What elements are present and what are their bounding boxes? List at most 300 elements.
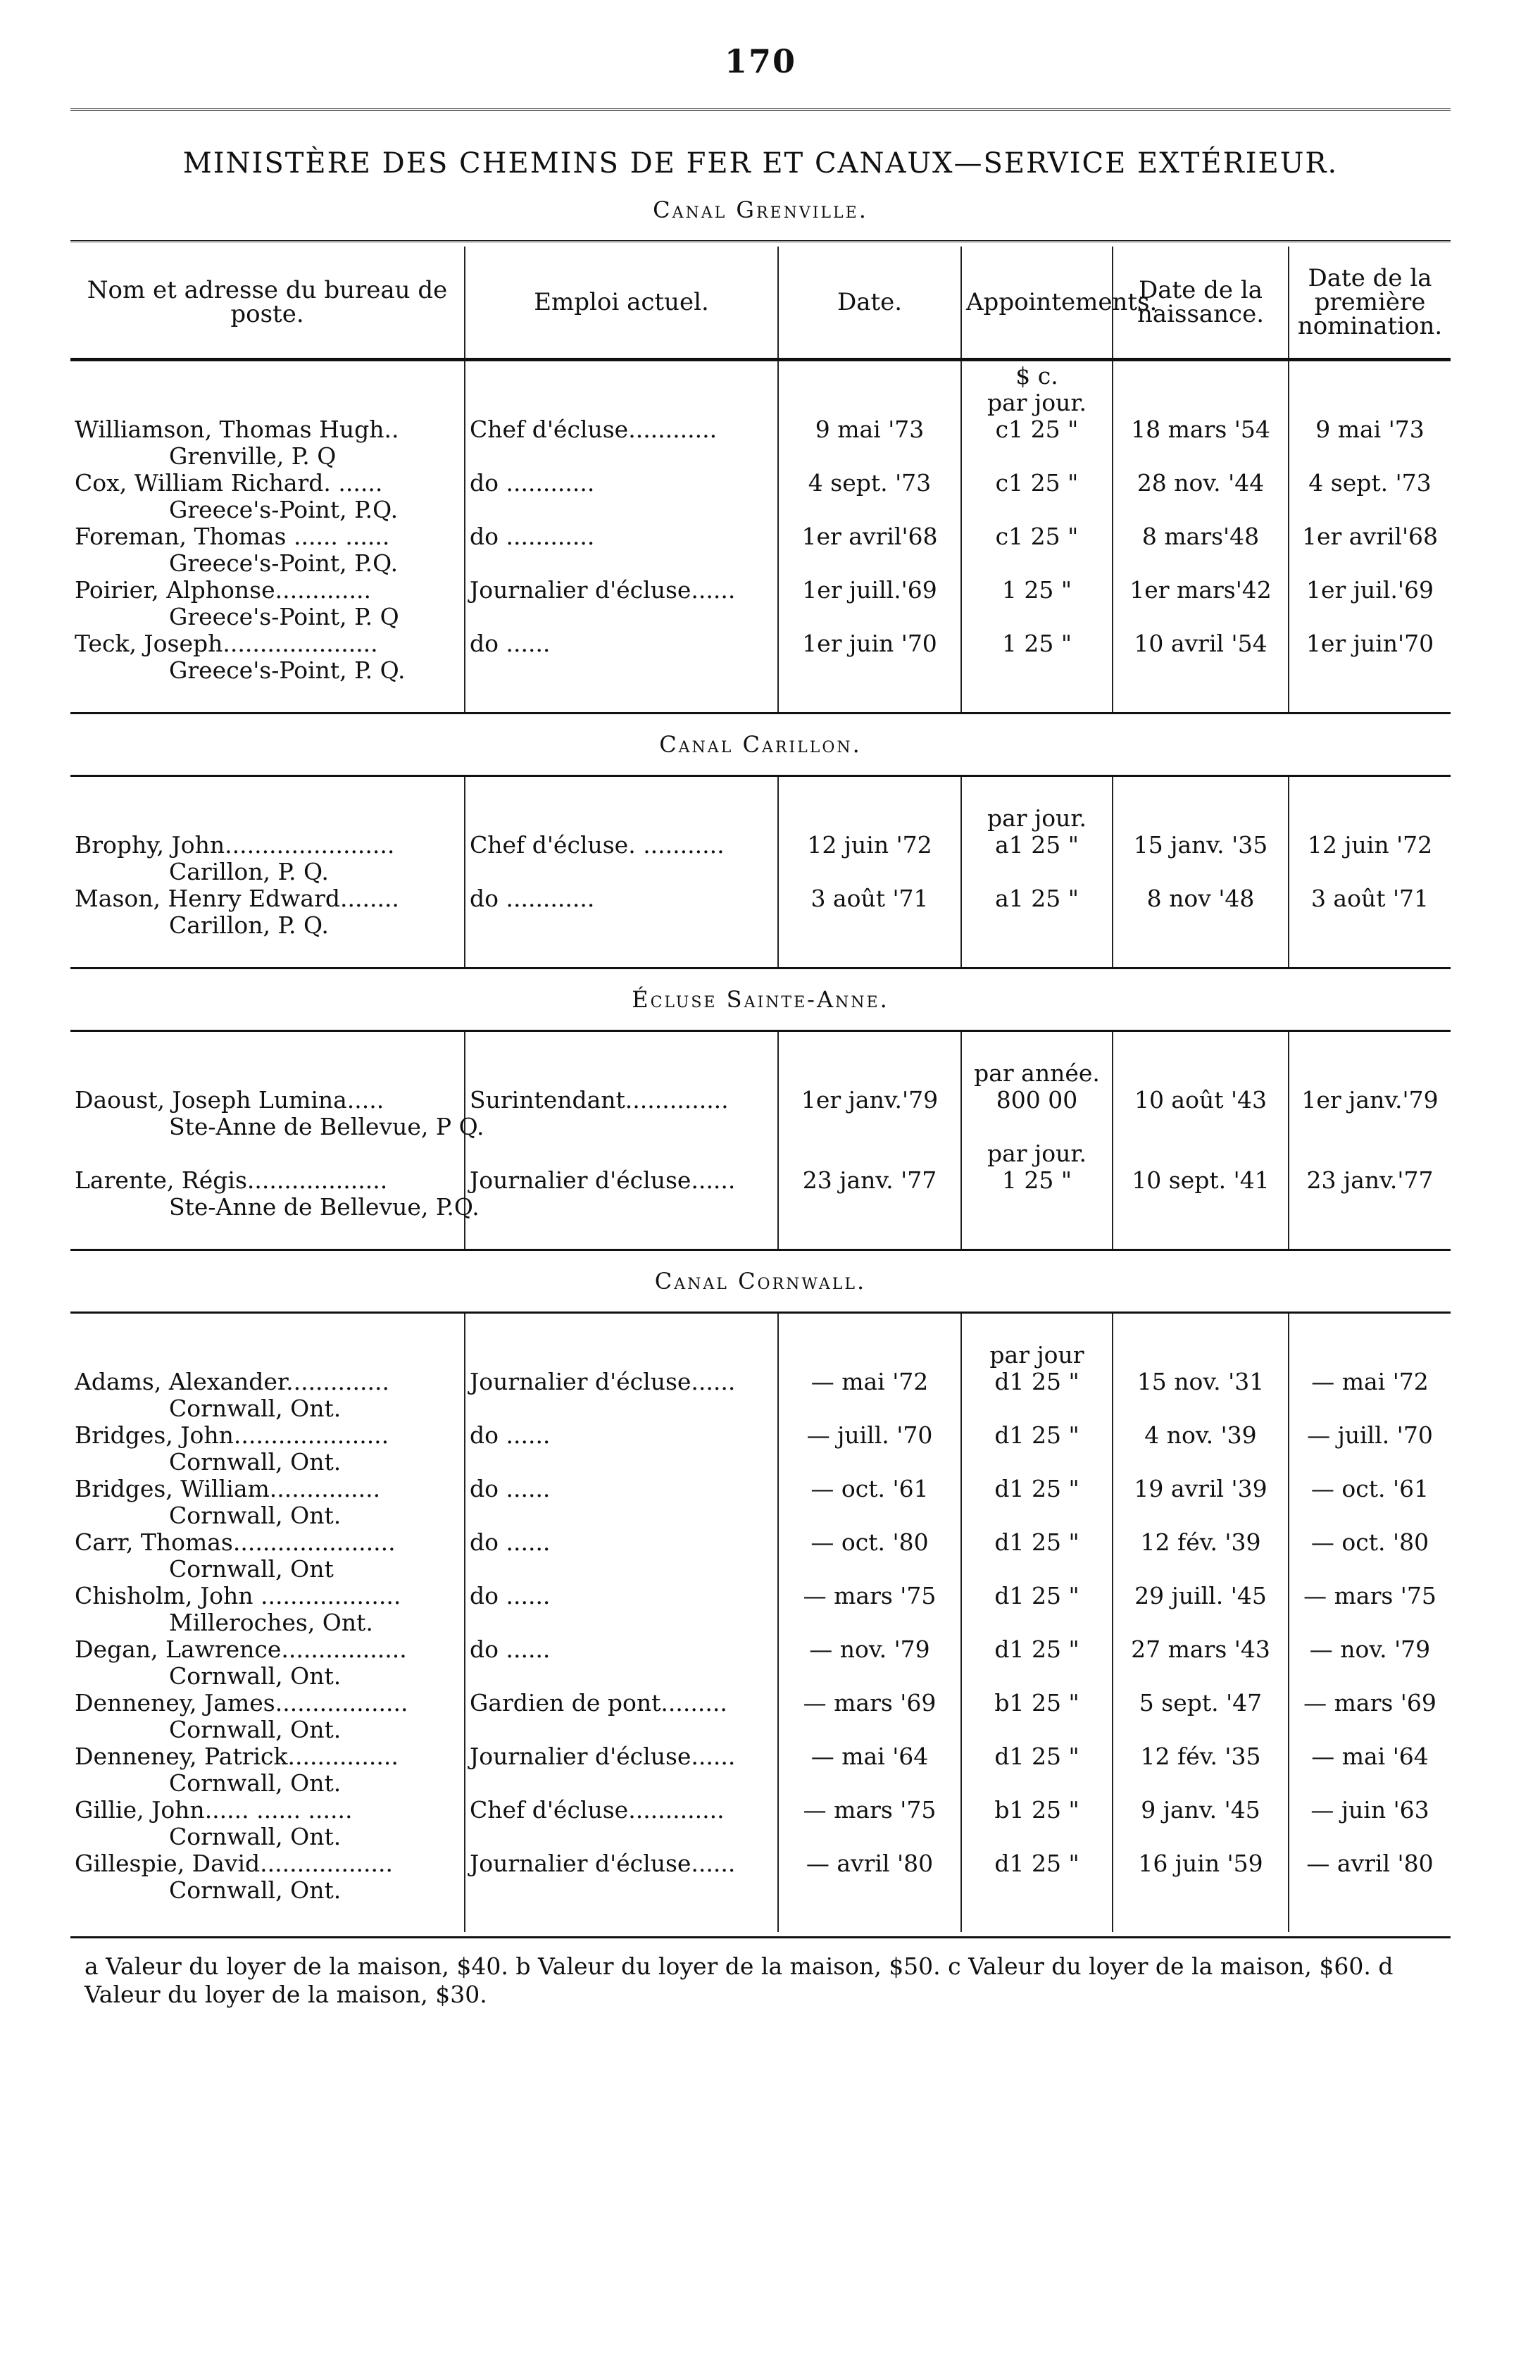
person-name: Larente, Régis...................	[75, 1166, 388, 1194]
address-row	[70, 1770, 1451, 1797]
address-row	[70, 1194, 1451, 1221]
date-naissance: 5 sept. '47	[1113, 1690, 1289, 1717]
spacer-cell	[1113, 939, 1289, 967]
spacer-cell	[1113, 684, 1289, 712]
spacer-cell	[70, 777, 465, 805]
empty-cell	[778, 1342, 961, 1369]
date-nomination: — avril '80	[1289, 1850, 1451, 1877]
empty-cell	[961, 1556, 1113, 1583]
header-emploi: Emploi actuel.	[465, 247, 778, 360]
empty-cell	[465, 657, 778, 684]
empty-cell	[1113, 1663, 1289, 1690]
spacer-cell	[1113, 1314, 1289, 1342]
empty-cell	[1289, 550, 1451, 577]
emploi: do ......	[465, 630, 778, 657]
spacer-cell	[1289, 1032, 1451, 1060]
empty-cell	[1113, 1194, 1289, 1221]
person-name: Carr, Thomas......................	[75, 1528, 396, 1556]
address-row	[70, 443, 1451, 470]
address-row	[70, 1609, 1451, 1636]
post-office-address: Cornwall, Ont.	[169, 1502, 342, 1529]
date: 12 juin '72	[778, 832, 961, 859]
spacer-cell	[778, 939, 961, 967]
date: — nov. '79	[778, 1636, 961, 1663]
appointements: d1 25 "	[961, 1476, 1113, 1502]
date-nomination: — mars '69	[1289, 1690, 1451, 1717]
empty-cell	[465, 1824, 778, 1850]
empty-cell	[1113, 550, 1289, 577]
empty-cell	[465, 912, 778, 939]
emploi: Chef d'écluse. ...........	[465, 832, 778, 859]
empty-cell	[961, 912, 1113, 939]
empty-cell	[1113, 497, 1289, 523]
spacer-cell	[1113, 1904, 1289, 1932]
date-naissance: 18 mars '54	[1113, 416, 1289, 443]
table-row	[70, 630, 1451, 657]
empty-cell	[465, 390, 778, 416]
person-name: Adams, Alexander..............	[75, 1368, 389, 1395]
date-nomination: — juin '63	[1289, 1797, 1451, 1824]
spacer-cell	[465, 361, 778, 390]
table-row	[70, 1167, 1451, 1194]
spacer-cell	[1113, 1032, 1289, 1060]
empty-cell	[70, 390, 465, 416]
date-nomination: 1er juil.'69	[1289, 577, 1451, 604]
date: — oct. '61	[778, 1476, 961, 1502]
date-naissance: 29 juill. '45	[1113, 1583, 1289, 1609]
empty-cell	[1289, 1060, 1451, 1087]
empty-cell	[1113, 1114, 1289, 1140]
emploi: Gardien de pont.........	[465, 1690, 778, 1717]
empty-cell	[465, 1717, 778, 1743]
empty-cell	[1113, 1449, 1289, 1476]
document-page	[70, 42, 1451, 2009]
person-name: Teck, Joseph.....................	[75, 630, 378, 657]
person-name: Gillespie, David..................	[75, 1850, 393, 1877]
section-table	[70, 361, 1451, 712]
spacer-cell	[465, 777, 778, 805]
emploi: do ......	[465, 1636, 778, 1663]
spacer-cell	[961, 1904, 1113, 1932]
address-row	[70, 604, 1451, 630]
empty-cell	[1289, 443, 1451, 470]
date-nomination: 23 janv.'77	[1289, 1167, 1451, 1194]
date: — juill. '70	[778, 1422, 961, 1449]
date-naissance: 12 fév. '39	[1113, 1529, 1289, 1556]
appointements: b1 25 "	[961, 1690, 1113, 1717]
appointements: c1 25 "	[961, 470, 1113, 497]
post-office-address: Cornwall, Ont.	[169, 1395, 342, 1422]
date-naissance: 8 mars'48	[1113, 523, 1289, 550]
date-naissance: 19 avril '39	[1113, 1476, 1289, 1502]
spacer-cell	[778, 777, 961, 805]
section-table	[70, 1314, 1451, 1932]
appointements: a1 25 "	[961, 832, 1113, 859]
empty-cell	[1289, 1342, 1451, 1369]
date: 4 sept. '73	[778, 470, 961, 497]
empty-cell	[465, 859, 778, 885]
appointements: 800 00	[961, 1087, 1113, 1114]
date-naissance: 28 nov. '44	[1113, 470, 1289, 497]
person-name: Brophy, John.......................	[75, 831, 395, 859]
date: 1er juin '70	[778, 630, 961, 657]
spacer-cell	[70, 1032, 465, 1060]
spacer-cell	[1289, 777, 1451, 805]
emploi: Journalier d'écluse......	[465, 1369, 778, 1395]
empty-cell	[961, 443, 1113, 470]
empty-cell	[778, 390, 961, 416]
spacer-cell	[961, 1032, 1113, 1060]
emploi: do ......	[465, 1583, 778, 1609]
spacer-cell	[961, 939, 1113, 967]
address-row	[70, 912, 1451, 939]
date-nomination: 1er juin'70	[1289, 630, 1451, 657]
address-row	[70, 1395, 1451, 1422]
post-office-address: Cornwall, Ont.	[169, 1662, 342, 1690]
empty-cell	[1289, 1770, 1451, 1797]
empty-cell	[778, 805, 961, 832]
section-rule	[70, 967, 1451, 969]
person-name: Foreman, Thomas ...... ......	[75, 523, 390, 550]
header-name: Nom et adresse du bureau de poste.	[70, 247, 465, 360]
date-nomination: 3 août '71	[1289, 885, 1451, 912]
empty-cell	[778, 1824, 961, 1850]
address-row	[70, 1556, 1451, 1583]
date: — mars '75	[778, 1797, 961, 1824]
empty-cell	[1113, 1060, 1289, 1087]
person-name: Poirier, Alphonse.............	[75, 576, 371, 604]
spacer-cell	[961, 1314, 1113, 1342]
header-date: Date.	[778, 247, 961, 360]
empty-cell	[1289, 1824, 1451, 1850]
table-row	[70, 1797, 1451, 1824]
empty-cell	[465, 805, 778, 832]
post-office-address: Grenville, P. Q	[169, 442, 337, 470]
date: 9 mai '73	[778, 416, 961, 443]
date: — mars '69	[778, 1690, 961, 1717]
date-nomination: — oct. '61	[1289, 1476, 1451, 1502]
empty-cell	[1113, 1342, 1289, 1369]
date-nomination: — nov. '79	[1289, 1636, 1451, 1663]
empty-cell	[1289, 1395, 1451, 1422]
date-nomination: 4 sept. '73	[1289, 470, 1451, 497]
spacer-cell	[778, 1221, 961, 1249]
post-office-address: Ste-Anne de Bellevue, P.Q.	[169, 1193, 480, 1221]
spacer-cell	[1289, 1904, 1451, 1932]
spacer-cell	[961, 777, 1113, 805]
post-office-address: Greece's-Point, P.Q.	[169, 549, 399, 577]
section-rule	[70, 1249, 1451, 1251]
spacer-cell	[465, 1032, 778, 1060]
date-naissance: 10 août '43	[1113, 1087, 1289, 1114]
page-title: MINISTÈRE DES CHEMINS DE FER ET CANAUX—SERVICE EXTÉRIEUR.	[182, 147, 1339, 180]
person-name: Gillie, John...... ...... ......	[75, 1796, 353, 1824]
empty-cell	[1113, 912, 1289, 939]
page-number: 170	[724, 42, 797, 80]
date-nomination: — juill. '70	[1289, 1422, 1451, 1449]
empty-cell	[1113, 604, 1289, 630]
spacer-cell	[778, 1314, 961, 1342]
empty-cell	[778, 912, 961, 939]
empty-cell	[778, 604, 961, 630]
header-appointements: Appointements.	[961, 247, 1113, 360]
spacer-cell	[778, 1032, 961, 1060]
spacer-cell	[70, 1904, 465, 1932]
emploi: do ............	[465, 470, 778, 497]
emploi: Journalier d'écluse......	[465, 1743, 778, 1770]
header-nomination: Date de la première nomination.	[1289, 247, 1451, 360]
empty-cell	[1289, 1114, 1451, 1140]
date: — avril '80	[778, 1850, 961, 1877]
empty-cell	[961, 550, 1113, 577]
table-row	[70, 470, 1451, 497]
empty-cell	[778, 859, 961, 885]
appointements: d1 25 "	[961, 1369, 1113, 1395]
appointements: 1 25 "	[961, 630, 1113, 657]
spacer-cell	[1289, 1221, 1451, 1249]
post-office-address: Greece's-Point, P.Q.	[169, 496, 399, 523]
post-office-address: Milleroches, Ont.	[169, 1609, 373, 1636]
pay-note: par année.	[961, 1060, 1113, 1087]
spacer-cell	[465, 939, 778, 967]
staff-table-header	[70, 247, 1451, 361]
address-row	[70, 550, 1451, 577]
spacer-cell	[1113, 777, 1289, 805]
empty-cell	[1113, 1770, 1289, 1797]
empty-cell	[465, 550, 778, 577]
person-name: Mason, Henry Edward........	[75, 885, 399, 912]
pay-note-row	[70, 1140, 1451, 1167]
pay-note-row	[70, 390, 1451, 416]
empty-cell	[778, 443, 961, 470]
post-office-address: Cornwall, Ont.	[169, 1876, 342, 1904]
date: 1er avril'68	[778, 523, 961, 550]
empty-cell	[778, 1060, 961, 1087]
address-row	[70, 1449, 1451, 1476]
empty-cell	[1113, 1395, 1289, 1422]
date-naissance: 12 fév. '35	[1113, 1743, 1289, 1770]
date: — mai '72	[778, 1369, 961, 1395]
date-nomination: 9 mai '73	[1289, 416, 1451, 443]
empty-cell	[1289, 912, 1451, 939]
empty-cell	[465, 604, 778, 630]
section-title-0: Canal Grenville.	[653, 197, 868, 223]
header-naissance: Date de la naissance.	[1113, 247, 1289, 360]
empty-cell	[70, 1140, 465, 1167]
date: 1er juill.'69	[778, 577, 961, 604]
empty-cell	[1113, 1824, 1289, 1850]
date-naissance: 27 mars '43	[1113, 1636, 1289, 1663]
spacer-cell	[1113, 361, 1289, 390]
empty-cell	[778, 1663, 961, 1690]
empty-cell	[778, 1140, 961, 1167]
date-naissance: 10 sept. '41	[1113, 1167, 1289, 1194]
spacer-cell	[70, 939, 465, 967]
section-title-1: Canal Carillon.	[659, 731, 862, 758]
empty-cell	[465, 1060, 778, 1087]
empty-cell	[1113, 1556, 1289, 1583]
table-row	[70, 1476, 1451, 1502]
spacer-cell	[961, 1221, 1113, 1249]
spacer-cell	[778, 361, 961, 390]
empty-cell	[961, 1502, 1113, 1529]
empty-cell	[465, 1663, 778, 1690]
table-row	[70, 523, 1451, 550]
table-row	[70, 1850, 1451, 1877]
empty-cell	[961, 1114, 1113, 1140]
empty-cell	[961, 497, 1113, 523]
table-row	[70, 577, 1451, 604]
empty-cell	[778, 1502, 961, 1529]
date-nomination: — oct. '80	[1289, 1529, 1451, 1556]
emploi: do ............	[465, 885, 778, 912]
spacer-cell	[70, 361, 465, 390]
person-name: Williamson, Thomas Hugh..	[75, 416, 399, 443]
empty-cell	[465, 1770, 778, 1797]
empty-cell	[778, 1717, 961, 1743]
spacer-cell	[70, 684, 465, 712]
post-office-address: Cornwall, Ont	[169, 1555, 334, 1583]
table-row	[70, 416, 1451, 443]
spacer-cell	[465, 1904, 778, 1932]
empty-cell	[961, 604, 1113, 630]
date-naissance: 15 nov. '31	[1113, 1369, 1289, 1395]
post-office-address: Ste-Anne de Bellevue, P Q.	[169, 1113, 484, 1140]
date-nomination: 1er janv.'79	[1289, 1087, 1451, 1114]
empty-cell	[465, 1342, 778, 1369]
empty-cell	[1113, 1609, 1289, 1636]
emploi: Surintendant..............	[465, 1087, 778, 1114]
emploi: Journalier d'écluse......	[465, 1167, 778, 1194]
empty-cell	[778, 1556, 961, 1583]
emploi: Journalier d'écluse......	[465, 1850, 778, 1877]
post-office-address: Carillon, P. Q.	[169, 858, 329, 885]
top-rule	[70, 108, 1451, 115]
empty-cell	[1113, 1502, 1289, 1529]
emploi: do ......	[465, 1476, 778, 1502]
appointements: d1 25 "	[961, 1743, 1113, 1770]
address-row	[70, 1502, 1451, 1529]
spacer-cell	[465, 1314, 778, 1342]
empty-cell	[961, 657, 1113, 684]
empty-cell	[961, 1663, 1113, 1690]
emploi: Journalier d'écluse......	[465, 577, 778, 604]
emploi: do ......	[465, 1529, 778, 1556]
spacer-cell	[961, 684, 1113, 712]
emploi: do ............	[465, 523, 778, 550]
date-naissance: 10 avril '54	[1113, 630, 1289, 657]
empty-cell	[778, 1449, 961, 1476]
date-nomination: — mai '64	[1289, 1743, 1451, 1770]
date: 23 janv. '77	[778, 1167, 961, 1194]
empty-cell	[961, 1395, 1113, 1422]
unit-label: $ c.	[961, 361, 1113, 390]
empty-cell	[961, 1717, 1113, 1743]
pay-note-row	[70, 1342, 1451, 1369]
table-row	[70, 885, 1451, 912]
empty-cell	[465, 1114, 778, 1140]
post-office-address: Cornwall, Ont.	[169, 1823, 342, 1850]
appointements: c1 25 "	[961, 523, 1113, 550]
person-name: Bridges, William...............	[75, 1475, 381, 1502]
footnote: a Valeur du loyer de la maison, $40. b Valeur du loyer de la maison, $50. c Valeur du loyer de la maison, $60. d Valeur du loyer de la maison, $30.	[84, 1952, 1394, 2008]
address-row	[70, 497, 1451, 523]
empty-cell	[465, 1449, 778, 1476]
date: — mai '64	[778, 1743, 961, 1770]
empty-cell	[1289, 805, 1451, 832]
empty-cell	[1289, 1663, 1451, 1690]
empty-cell	[961, 1877, 1113, 1904]
empty-cell	[1289, 1140, 1451, 1167]
pay-note-row	[70, 1060, 1451, 1087]
post-office-address: Carillon, P. Q.	[169, 911, 329, 939]
empty-cell	[778, 1194, 961, 1221]
person-name: Denneney, Patrick...............	[75, 1743, 399, 1770]
date-naissance: 1er mars'42	[1113, 577, 1289, 604]
spacer-cell	[465, 1221, 778, 1249]
empty-cell	[1113, 657, 1289, 684]
empty-cell	[1289, 1717, 1451, 1743]
empty-cell	[465, 1556, 778, 1583]
empty-cell	[1289, 1556, 1451, 1583]
appointements: d1 25 "	[961, 1850, 1113, 1877]
empty-cell	[778, 1395, 961, 1422]
person-name: Bridges, John.....................	[75, 1421, 389, 1449]
person-name: Degan, Lawrence.................	[75, 1636, 407, 1663]
empty-cell	[961, 1824, 1113, 1850]
spacer-cell	[1113, 1221, 1289, 1249]
address-row	[70, 859, 1451, 885]
empty-cell	[1289, 1449, 1451, 1476]
emploi: Chef d'écluse............	[465, 416, 778, 443]
date-naissance: 15 janv. '35	[1113, 832, 1289, 859]
empty-cell	[1113, 390, 1289, 416]
empty-cell	[70, 1342, 465, 1369]
empty-cell	[1289, 657, 1451, 684]
empty-cell	[1113, 805, 1289, 832]
empty-cell	[1289, 859, 1451, 885]
appointements: a1 25 "	[961, 885, 1113, 912]
pay-note: par jour.	[961, 1140, 1113, 1167]
spacer-cell	[1289, 1314, 1451, 1342]
spacer-cell	[70, 1314, 465, 1342]
table-row	[70, 1422, 1451, 1449]
empty-cell	[70, 805, 465, 832]
emploi: do ......	[465, 1422, 778, 1449]
empty-cell	[1113, 1717, 1289, 1743]
section-table	[70, 777, 1451, 967]
empty-cell	[1289, 1502, 1451, 1529]
date-naissance: 16 juin '59	[1113, 1850, 1289, 1877]
appointements: d1 25 "	[961, 1422, 1113, 1449]
empty-cell	[1289, 1194, 1451, 1221]
post-office-address: Cornwall, Ont.	[169, 1769, 342, 1797]
spacer-cell	[1289, 939, 1451, 967]
pay-note: par jour	[961, 1342, 1113, 1369]
empty-cell	[778, 657, 961, 684]
table-row	[70, 1743, 1451, 1770]
section-title-2: Écluse Sainte-Anne.	[632, 986, 889, 1013]
appointements: d1 25 "	[961, 1583, 1113, 1609]
table-row	[70, 1636, 1451, 1663]
empty-cell	[1289, 1609, 1451, 1636]
spacer-cell	[1289, 684, 1451, 712]
spacer-cell	[465, 684, 778, 712]
spacer-cell	[778, 1904, 961, 1932]
date: 3 août '71	[778, 885, 961, 912]
empty-cell	[1113, 1140, 1289, 1167]
address-row	[70, 1877, 1451, 1904]
